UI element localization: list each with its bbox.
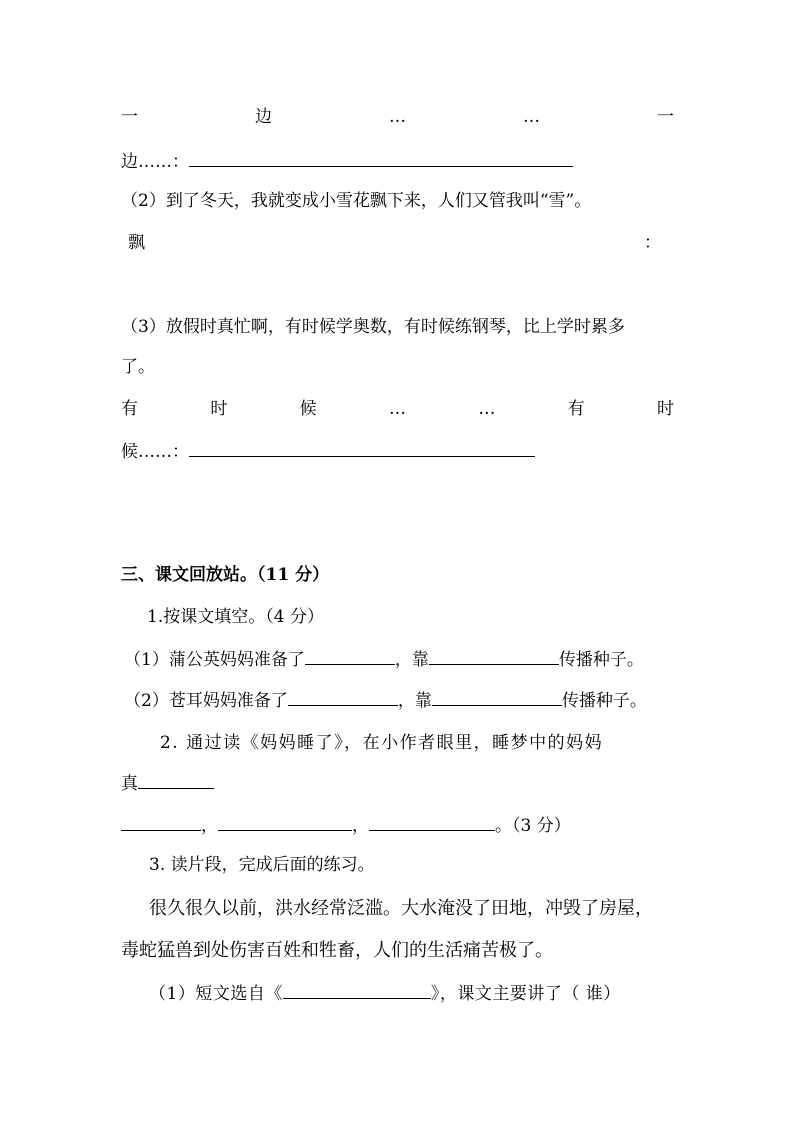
question-1-title-text: 1.按课文填空。（4 分） bbox=[147, 607, 324, 627]
pattern-char: … bbox=[388, 399, 406, 419]
pattern-prefix: 边……： bbox=[121, 152, 189, 172]
pattern-char: … bbox=[389, 107, 406, 127]
sentence-pattern-youshihou-line2 bbox=[121, 438, 674, 464]
q1b-mid: ，靠 bbox=[397, 691, 432, 711]
question-2-zhen-line bbox=[121, 770, 674, 796]
section-3-title-text: 三、课文回放站。（11 分） bbox=[121, 565, 330, 585]
pattern-char: 有 bbox=[121, 399, 138, 419]
answer-blank-q1b-2[interactable] bbox=[432, 687, 562, 706]
answer-blank-q2-1[interactable] bbox=[138, 770, 214, 789]
answer-blank-q2-3[interactable] bbox=[218, 812, 352, 831]
answer-blank-q1a-1[interactable] bbox=[305, 646, 395, 665]
q3-1-prefix: （1）短文选自《 bbox=[149, 984, 283, 1004]
sentence-pattern-youshihou-line1 bbox=[121, 396, 674, 422]
answer-blank-q1b-1[interactable] bbox=[288, 687, 398, 706]
question-2-body: 2. 通过读《妈妈睡了》，在小作者眼里，睡梦中的妈妈 bbox=[160, 733, 604, 753]
pattern-char: 时 bbox=[656, 399, 674, 419]
piao-line bbox=[128, 230, 661, 256]
passage-text: 毒蛇猛兽到处伤害百姓和牲畜，人们的生活痛苦极了。 bbox=[121, 940, 553, 961]
question-2-text bbox=[160, 730, 674, 756]
pattern-char: … bbox=[523, 107, 540, 127]
sentence-pattern-yibian-line2 bbox=[121, 148, 674, 174]
item-3-cont-text: 了。 bbox=[121, 357, 155, 377]
q3-1-suffix: 》，课文主要讲了（ 谁） bbox=[430, 984, 621, 1004]
q1b-prefix: （2）苍耳妈妈准备了 bbox=[124, 691, 288, 711]
answer-blank-youshihou[interactable] bbox=[189, 438, 535, 457]
pattern-char: 有 bbox=[567, 399, 585, 419]
pattern-char: 边 bbox=[255, 107, 272, 127]
q2-comma: ， bbox=[201, 816, 218, 836]
answer-blank-q2-2[interactable] bbox=[121, 812, 201, 831]
q1b-suffix: 传播种子。 bbox=[561, 691, 647, 711]
pattern-prefix: 候……： bbox=[121, 442, 189, 462]
item-2-sentence bbox=[121, 188, 674, 214]
question-2-blanks-line bbox=[121, 812, 674, 838]
q1a-mid: ，靠 bbox=[394, 650, 429, 670]
section-3-title bbox=[121, 562, 674, 588]
item-3-text: （3）放假时真忙啊，有时候学奥数，有时候练钢琴，比上学时累多 bbox=[121, 317, 625, 337]
pattern-char: 一 bbox=[121, 107, 138, 127]
pattern-char: 一 bbox=[657, 107, 674, 127]
answer-blank-yibian[interactable] bbox=[189, 148, 573, 167]
q1a-suffix: 传播种子。 bbox=[558, 650, 644, 670]
item-3-continuation bbox=[121, 354, 674, 380]
q2-score: 。（3 分） bbox=[495, 816, 571, 836]
pattern-char: 时 bbox=[210, 399, 228, 419]
pattern-char: … bbox=[478, 399, 496, 419]
q1a-prefix: （1）蒲公英妈妈准备了 bbox=[124, 650, 305, 670]
answer-blank-q3-1[interactable] bbox=[283, 980, 431, 999]
question-1-title bbox=[121, 604, 674, 630]
passage-line-2 bbox=[121, 938, 674, 964]
question-3-title bbox=[149, 852, 674, 878]
item-3-sentence bbox=[121, 314, 674, 340]
answer-blank-q1a-2[interactable] bbox=[429, 646, 559, 665]
question-1-item-a bbox=[124, 646, 677, 672]
sentence-pattern-yibian-line1 bbox=[121, 104, 674, 130]
answer-blank-q2-4[interactable] bbox=[369, 812, 495, 831]
piao-colon: ： bbox=[644, 233, 661, 253]
question-1-item-b bbox=[124, 687, 677, 713]
question-3-item-1 bbox=[149, 980, 674, 1006]
passage-line-1 bbox=[149, 896, 674, 922]
question-3-title-text: 3. 读片段，完成后面的练习。 bbox=[149, 855, 375, 875]
pattern-char: 候 bbox=[299, 399, 317, 419]
item-2-text: （2）到了冬天，我就变成小雪花飘下来，人们又管我叫“雪”。 bbox=[121, 191, 592, 211]
q2-comma: ， bbox=[352, 816, 369, 836]
passage-text: 很久很久以前，洪水经常泛滥。大水淹没了田地，冲毁了房屋， bbox=[149, 898, 653, 919]
piao-char: 飘 bbox=[128, 233, 145, 253]
q2-zhen: 真 bbox=[121, 774, 138, 794]
